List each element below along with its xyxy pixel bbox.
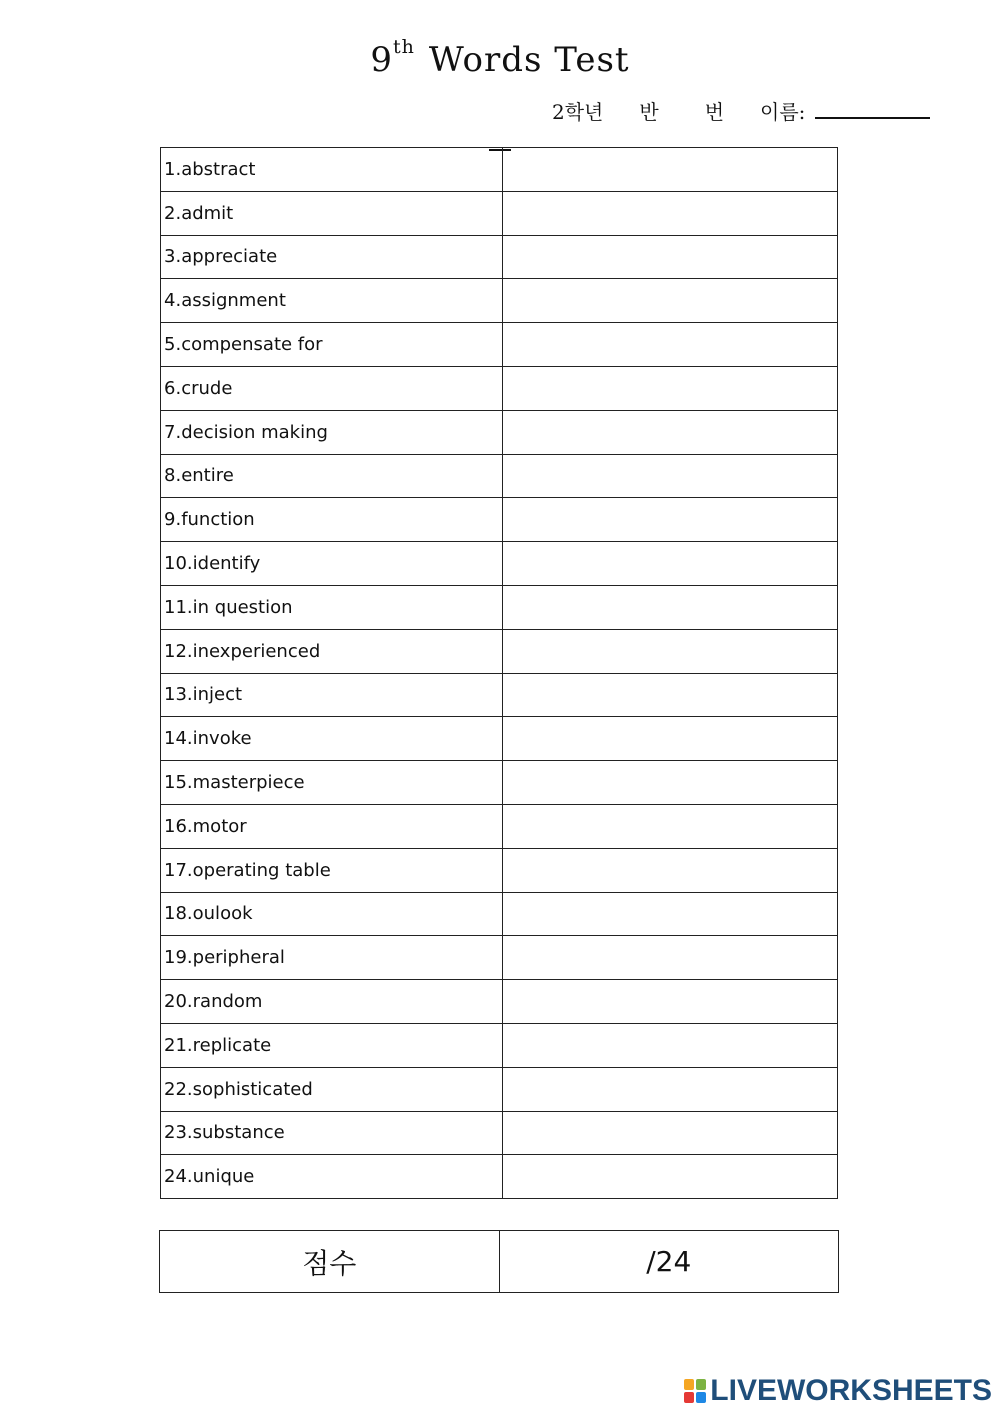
word-cell <box>161 980 503 1024</box>
answer-cell[interactable] <box>503 323 838 367</box>
words-table <box>160 147 838 1199</box>
word-number: 7. <box>164 421 182 443</box>
table-row <box>161 629 838 673</box>
word-number: 2. <box>164 202 182 224</box>
answer-cell[interactable] <box>503 1067 838 1111</box>
word-text: entire <box>181 465 234 487</box>
title-suffix: th <box>393 35 415 58</box>
word-cell <box>161 629 503 673</box>
word-number: 13. <box>164 684 193 706</box>
word-cell <box>161 1023 503 1067</box>
word-number: 10. <box>164 553 193 575</box>
word-text: abstract <box>181 158 256 180</box>
word-text: function <box>181 509 255 531</box>
table-row <box>161 235 838 279</box>
word-text: replicate <box>192 1034 272 1056</box>
word-cell <box>161 848 503 892</box>
name-blank[interactable] <box>815 99 930 119</box>
answer-cell[interactable] <box>503 629 838 673</box>
answer-cell[interactable] <box>503 848 838 892</box>
word-text: appreciate <box>181 246 278 268</box>
score-total[interactable]: /24 <box>499 1231 839 1293</box>
word-number: 24. <box>164 1166 193 1188</box>
table-row <box>161 1067 838 1111</box>
answer-cell[interactable] <box>503 936 838 980</box>
word-text: crude <box>181 377 233 399</box>
table-row <box>161 936 838 980</box>
table-row <box>161 848 838 892</box>
word-cell <box>161 585 503 629</box>
word-number: 20. <box>164 991 193 1013</box>
word-number: 1. <box>164 158 182 180</box>
word-number: 5. <box>164 334 182 356</box>
table-row <box>161 717 838 761</box>
table-row <box>161 892 838 936</box>
word-text: motor <box>192 815 247 837</box>
word-text: masterpiece <box>192 772 305 794</box>
answer-cell[interactable] <box>503 366 838 410</box>
word-cell <box>161 148 503 192</box>
word-number: 12. <box>164 640 193 662</box>
word-number: 22. <box>164 1078 193 1100</box>
word-number: 17. <box>164 859 193 881</box>
word-cell <box>161 673 503 717</box>
answer-cell[interactable] <box>503 804 838 848</box>
table-row <box>161 1155 838 1199</box>
word-cell <box>161 804 503 848</box>
word-text: decision making <box>181 421 328 443</box>
word-cell <box>161 323 503 367</box>
word-number: 16. <box>164 815 193 837</box>
word-cell <box>161 410 503 454</box>
answer-cell[interactable] <box>503 892 838 936</box>
word-cell <box>161 454 503 498</box>
word-number: 14. <box>164 728 193 750</box>
table-row <box>161 804 838 848</box>
grade-label: 2학년 <box>552 100 604 124</box>
word-text: in question <box>192 596 293 618</box>
answer-cell[interactable] <box>503 1023 838 1067</box>
word-cell <box>161 761 503 805</box>
word-cell <box>161 1067 503 1111</box>
answer-cell[interactable] <box>503 542 838 586</box>
table-row <box>161 1111 838 1155</box>
word-number: 18. <box>164 903 193 925</box>
student-info <box>552 96 930 125</box>
word-text: compensate for <box>181 334 323 356</box>
score-label: 점수 <box>160 1231 500 1293</box>
word-number: 6. <box>164 377 182 399</box>
answer-cell[interactable] <box>503 498 838 542</box>
word-cell <box>161 542 503 586</box>
word-text: operating table <box>192 859 331 881</box>
table-row <box>161 454 838 498</box>
word-cell <box>161 235 503 279</box>
word-number: 9. <box>164 509 182 531</box>
word-number: 19. <box>164 947 193 969</box>
answer-cell[interactable] <box>503 717 838 761</box>
word-text: substance <box>192 1122 285 1144</box>
word-number: 15. <box>164 772 193 794</box>
answer-cell[interactable] <box>503 279 838 323</box>
word-text: random <box>192 991 263 1013</box>
liveworksheets-brand <box>684 1374 992 1408</box>
liveworksheets-logo-icon <box>684 1379 706 1403</box>
table-row <box>161 148 838 192</box>
word-text: oulook <box>192 903 253 925</box>
brand-text: LIVEWORKSHEETS <box>710 1374 992 1407</box>
answer-cell[interactable] <box>503 148 838 192</box>
table-row <box>161 673 838 717</box>
word-text: sophisticated <box>192 1078 313 1100</box>
word-text: assignment <box>181 290 286 312</box>
word-cell <box>161 1111 503 1155</box>
answer-cell[interactable] <box>503 980 838 1024</box>
title-text: Words Test <box>428 40 630 80</box>
table-row <box>161 366 838 410</box>
word-cell <box>161 498 503 542</box>
word-text: unique <box>192 1166 255 1188</box>
answer-cell[interactable] <box>503 410 838 454</box>
table-row <box>161 323 838 367</box>
table-row <box>161 498 838 542</box>
class-label: 반 <box>639 100 659 124</box>
answer-cell[interactable] <box>503 191 838 235</box>
answer-cell[interactable] <box>503 585 838 629</box>
word-cell <box>161 717 503 761</box>
word-text: peripheral <box>192 947 285 969</box>
answer-cell[interactable] <box>503 454 838 498</box>
table-row <box>161 542 838 586</box>
word-number: 11. <box>164 596 193 618</box>
word-text: admit <box>181 202 234 224</box>
title-number: 9 <box>370 40 394 80</box>
score-row <box>160 1231 839 1293</box>
table-row <box>161 585 838 629</box>
word-cell <box>161 1155 503 1199</box>
answer-cell[interactable] <box>503 673 838 717</box>
word-number: 8. <box>164 465 182 487</box>
word-text: inexperienced <box>192 640 321 662</box>
table-row <box>161 980 838 1024</box>
word-text: inject <box>192 684 243 706</box>
word-cell <box>161 279 503 323</box>
table-row <box>161 1023 838 1067</box>
word-number: 23. <box>164 1122 193 1144</box>
table-row <box>161 279 838 323</box>
answer-cell[interactable] <box>503 761 838 805</box>
word-cell <box>161 191 503 235</box>
table-row <box>161 410 838 454</box>
word-cell <box>161 366 503 410</box>
answer-cell[interactable] <box>503 1111 838 1155</box>
word-cell <box>161 936 503 980</box>
name-label: 이름: <box>760 100 806 124</box>
word-number: 4. <box>164 290 182 312</box>
word-number: 3. <box>164 246 182 268</box>
word-text: invoke <box>192 728 252 750</box>
table-row <box>161 191 838 235</box>
page-title <box>0 35 1000 80</box>
word-text: identify <box>192 553 261 575</box>
word-cell <box>161 892 503 936</box>
table-row <box>161 761 838 805</box>
word-number: 21. <box>164 1034 193 1056</box>
score-table <box>159 1230 839 1293</box>
number-label: 번 <box>704 100 725 124</box>
answer-cell[interactable] <box>503 235 838 279</box>
answer-cell[interactable] <box>503 1155 838 1199</box>
